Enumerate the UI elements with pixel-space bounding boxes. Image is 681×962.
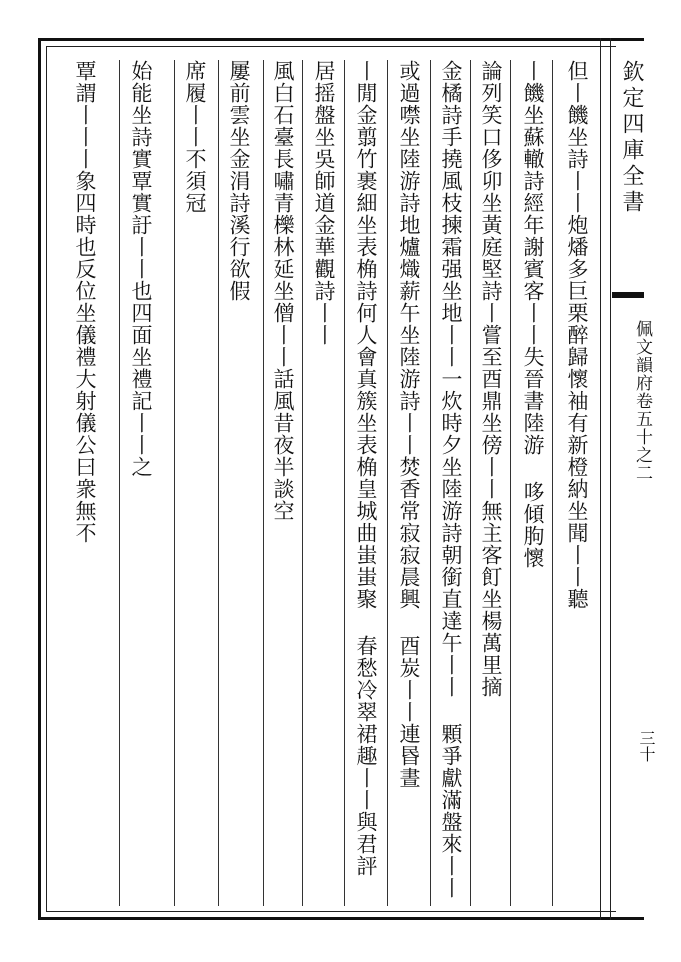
column-text: 丨閒金翦竹裹細坐表桷詩何人會真簇坐表桷皇城曲蚩蚩聚 春愁冷翠裙趣丨丨與君評 <box>354 60 378 877</box>
text-column <box>394 60 434 910</box>
column-text: 覃謂丨丨丨象四時也反位坐儀禮大射儀公曰衆無不 <box>73 60 97 544</box>
text-column <box>562 60 602 910</box>
text-column <box>126 60 166 910</box>
text-column <box>351 60 391 910</box>
gutter-rule <box>610 38 611 920</box>
column-text: 屢前雲坐金涓詩溪行欲假 <box>227 60 251 302</box>
column-text: 席履丨丨不須冠 <box>183 60 207 214</box>
text-column <box>268 60 308 910</box>
text-column <box>518 60 558 910</box>
column-rule <box>174 60 175 906</box>
column-text: 丨饑坐蘇轍詩經年謝賓客丨丨失晉書陸游 哆傾朐懷 <box>521 60 545 569</box>
column-text: 金橘詩手撓風枝揀霜强坐地丨丨一炊時夕坐陸游詩朝銜直達午丨丨 顆爭獻滿盤來丨丨 <box>439 60 463 899</box>
column-text: 居摇盤坐吳師道金華觀詩丨丨 <box>312 60 336 346</box>
text-column <box>70 60 110 910</box>
text-column <box>180 60 220 910</box>
text-column <box>309 60 349 910</box>
column-text: 風白石臺長嘯青櫟林延坐僧丨丨話風昔夜半談空 <box>271 60 295 522</box>
gutter-title: 欽定四庫全書 <box>619 60 644 216</box>
column-rule <box>119 60 120 906</box>
text-column <box>476 60 516 910</box>
column-text: 始能坐詩實覃實訏丨丨也四面坐禮記丨丨之 <box>129 60 153 478</box>
gutter-chapter: 佩文韻府卷五十之二 <box>632 320 652 482</box>
text-column <box>224 60 264 910</box>
fishtail-mark <box>612 292 644 316</box>
column-text: 論列笑口侈卯坐黃庭堅詩丨嘗至酉鼎坐傍丨丨無主客飣坐楊萬里摘 <box>479 60 503 698</box>
column-text: 或過噤坐陸游詩地爐熾薪午坐陸游詩丨丨焚香常寂寂晨興 酉炭丨丨連昬晝 <box>397 60 421 789</box>
column-text: 但丨饑坐詩丨丨炮燔多巨栗醉歸懷袖有新橙納坐聞丨丨聽 <box>565 60 589 610</box>
gutter-folio: 三十 <box>637 730 656 762</box>
text-column <box>436 60 476 910</box>
